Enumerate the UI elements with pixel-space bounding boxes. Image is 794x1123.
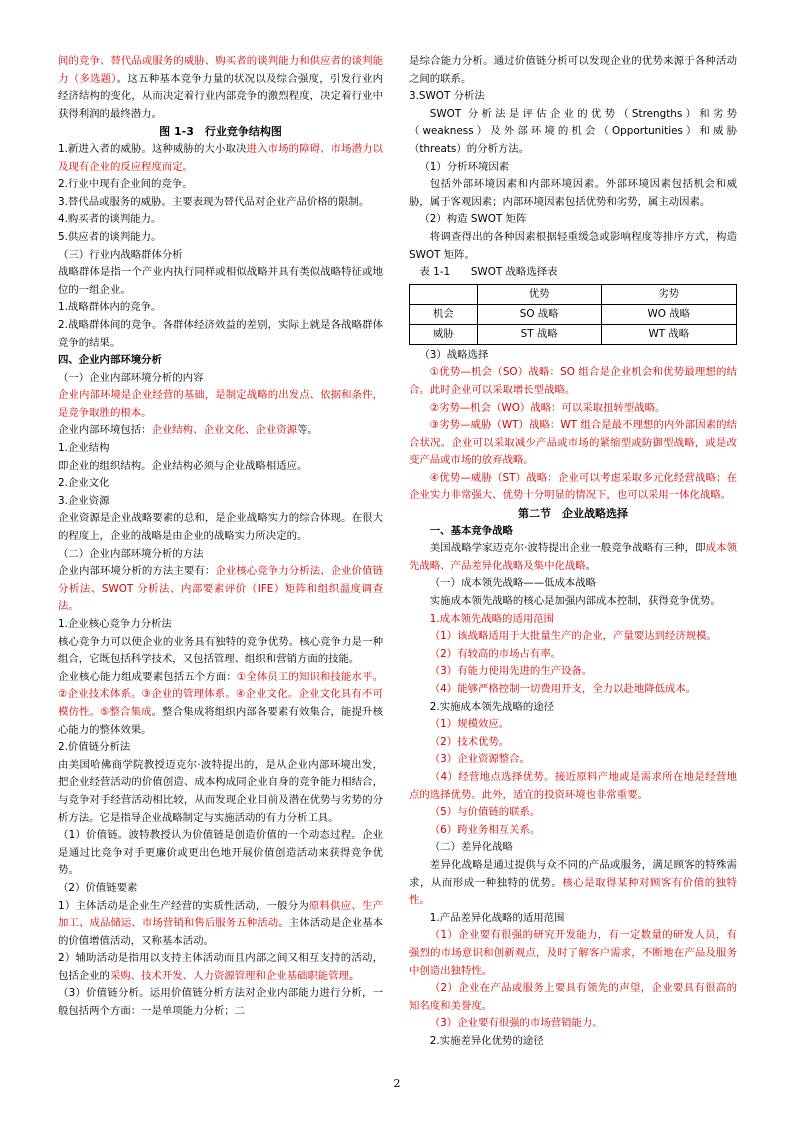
subheading: （2）构造 SWOT 矩阵 <box>419 213 527 226</box>
subheading: 1.产品差异化战略的适用范围 <box>429 911 565 924</box>
list-item: （1）该战略适用于大批量生产的企业，产量要达到经济规模。 <box>429 630 717 643</box>
text-run: 。这五种基本竞争力量的状况以及综合强度，引发行业内经济结构的变化，从而决定着行业内部竞争的激烈程度，决定着行业中获得利润的最终潜力。 <box>58 72 383 120</box>
text-run: 。主体活动是企业基本的价值增值活动，又称基本活动。 <box>58 917 384 947</box>
text-run: 原料供应、生产加工、成品储运、市场营销和售后服务五种活动 <box>58 899 384 930</box>
text-run: 企业结构、企业文化、企业资源 <box>151 424 297 437</box>
paragraph <box>409 857 737 910</box>
table-header-row <box>410 284 737 304</box>
list-item: （1）企业要有很强的研究开发能力，有一定数量的研发人员，有强烈的市场意识和创新观点，及时了解客户需求，不断地在产品及服务中创造出独特性。 <box>409 929 737 977</box>
list-item: （5）与价值链的联系。 <box>429 806 541 819</box>
subheading: （1）分析环境因素 <box>419 160 510 173</box>
swot-table <box>409 284 737 345</box>
subheading: 3.SWOT 分析法 <box>409 90 485 103</box>
text-run: 核心是取得某种对顾客有价值的独特性。 <box>409 876 737 907</box>
paragraph: 将调查得出的各种因素根据轻重缓急或影响程度等排序方式，构造 SWOT 矩阵。 <box>409 230 737 261</box>
paragraph: ①优势—机会（SO）战略：SO 组合是企业机会和优势最理想的结合。此时企业可以采取增长型战略。 <box>409 366 737 396</box>
text-run: ①全体员工的知识和技能水平。②企业技术体系。③企业的管理体系。④企业文化。企业文化具有不可模仿性。⑤整合集成 <box>58 670 383 718</box>
text-run: 等。 <box>296 424 318 437</box>
table-caption: 表 1-1 SWOT 战略选择表 <box>419 266 558 279</box>
table-cell: 优势 <box>477 284 601 304</box>
paragraph <box>58 422 383 440</box>
list-item: （3）企业要有很强的市场营销能力。 <box>429 1017 603 1030</box>
subheading: （一）企业内部环境分析的内容 <box>58 371 204 384</box>
text-run: 差异化战略是通过提供与众不同的产品或服务，满足顾客的特殊需求，从而形成一种独特的优势。 <box>409 858 737 889</box>
paragraph <box>58 669 383 739</box>
table-cell: WO 战略 <box>601 304 736 324</box>
left-column <box>58 53 383 1021</box>
subheading: 2.企业文化 <box>58 477 110 490</box>
text-run: 。 <box>585 559 597 572</box>
subheading: 3.企业资源 <box>58 494 110 507</box>
subheading: （二）企业内部环境分析的方法 <box>58 547 204 560</box>
page-number: 2 <box>393 1077 401 1090</box>
text-run: 成本领先战略、产品差异化战略及集中化战略 <box>409 542 737 572</box>
list-item: （3）企业资源整合。 <box>429 753 530 766</box>
paragraph: 即企业的组织结构。企业结构必须与企业战略相适应。 <box>58 459 308 472</box>
table-cell: ST 战略 <box>477 324 601 344</box>
list-item: （4）经营地点选择优势。接近原料产地或是需求所在地是经营地点的选择优势。此外，适宜的投资环境也非常重要。 <box>409 770 737 801</box>
table-cell <box>410 284 478 304</box>
text-run: 进入市场的障碍、市场潜力以及现有企业的反应程度而定。 <box>58 142 383 173</box>
table-cell: 劣势 <box>601 284 736 304</box>
text-run: 采购、技术开发、人力资源管理和企业基础职能管理 <box>109 969 349 982</box>
paragraph: ④优势—威胁（ST）战略：企业可以考虑采取多元化经营战略；在企业实力非常强大、优势十分明显的情况下，也可以采用一体化战略。 <box>409 471 737 502</box>
paragraph: （3）价值链分析。运用价值链分析方法对企业内部能力进行分析，一般包括两个方面：一是单项能力分析；二 <box>58 987 383 1018</box>
list-item: （2）有较高的市场占有率。 <box>429 647 562 660</box>
table-cell: 机会 <box>410 304 478 324</box>
subheading: 2.实施成本领先战略的途径 <box>429 700 555 713</box>
list-item: 1.战略群体内的竞争。 <box>58 301 162 314</box>
list-item: 2.行业中现有企业间的竞争。 <box>58 178 193 191</box>
list-item: 5.供应者的谈判能力。 <box>58 230 162 243</box>
list-item <box>58 141 383 176</box>
text-run: 企业核心竞争力分析法、企业价值链分析法、SWOT 分析法、内部要素评价（IFE）矩阵和组织温度调查法。 <box>58 565 384 613</box>
right-column <box>409 53 737 1050</box>
list-item: 2.战略群体间的竞争。各群体经济效益的差别，实际上就是各战略群体竞争的结果。 <box>58 318 383 349</box>
text-run: 美国战略学家迈克尔·波特提出企业一般竞争战略有三种，即 <box>429 542 706 555</box>
paragraph: 企业资源是企业战略要素的总和，是企业战略实力的综合体现。在很大的程度上，企业的战略是由企业的战略实力所决定的。 <box>58 512 383 543</box>
paragraph <box>409 540 737 575</box>
paragraph: 实施成本领先战略的核心是加强内部成本控制，获得竞争优势。 <box>429 595 721 608</box>
paragraph: （1）价值链。波特教授认为价值链是创造价值的一个动态过程。企业是通过比竞争对手更廉价或更出色地开展价值创造活动来获得竞争优势。 <box>58 829 383 877</box>
text-run: 企业核心能力组成要素包括五个方面： <box>58 670 237 683</box>
paragraph: 企业内部环境是企业经营的基础，是制定战略的出发点、依据和条件，是竞争取胜的根本。 <box>58 389 383 419</box>
subheading: 2.价值链分析法 <box>58 741 131 754</box>
list-item: （4）能够严格控制一切费用开支，全力以赴地降低成本。 <box>429 683 697 695</box>
paragraph: 核心竞争力可以使企业的业务具有独特的竞争优势。核心竞争力是一种组合，它既包括科学技术，又包括管理、组织和营销方面的技能。 <box>58 635 383 666</box>
section-title: 第二节 企业战略选择 <box>518 507 628 521</box>
paragraph: 包括外部环境因素和内部环境因素。外部环境因素包括机会和威胁，属于客观因素；内部环境因素包括优势和劣势，属主动因素。 <box>409 178 737 208</box>
table-cell: 威胁 <box>410 324 478 344</box>
paragraph: ③劣势—威胁（WT）战略：WT 组合是最不理想的内外部因素的结合状况。企业可以采取减少产品或市场的紧缩型或防御型战略，或是改变产品或市场的放弃战略。 <box>409 419 737 467</box>
list-item: （2）企业在产品或服务上要具有领先的声望，企业要具有很高的知名度和美誉度。 <box>409 982 737 1012</box>
subheading: 2.实施差异化优势的途径 <box>429 1034 544 1047</box>
list-item: （2）技术优势。 <box>429 735 510 748</box>
paragraph <box>58 898 383 951</box>
paragraph <box>58 563 383 616</box>
heading: 四、企业内部环境分析 <box>58 354 162 367</box>
subheading: （一）成本领先战略——低成本战略 <box>429 577 597 590</box>
heading: 一、基本竞争战略 <box>429 524 513 537</box>
text-run: 企业内部环境包括： <box>58 424 152 437</box>
list-item: （1）规模效应。 <box>429 718 510 731</box>
paragraph <box>58 950 383 985</box>
table-row <box>410 304 737 324</box>
table-cell: SO 战略 <box>477 304 601 324</box>
subheading: （3）战略选择 <box>419 348 489 361</box>
paragraph: ②劣势—机会（WO）战略：可以采取扭转型战略。 <box>429 401 666 414</box>
table-cell: WT 战略 <box>601 324 736 344</box>
subheading: （三）行业内战略群体分析 <box>58 248 183 261</box>
subheading: 1.企业结构 <box>58 442 110 455</box>
table-row <box>410 324 737 344</box>
list-item: （6）跨业务相互关系。 <box>429 823 541 836</box>
text-run: 。 <box>348 969 360 982</box>
text-run: 。整合集成将组织内部各要素有效集合，能提升核心能力的整体效果。 <box>58 705 383 736</box>
paragraph: 战略群体是指一个产业内执行同样或相似战略并具有类似战略特征或地位的一组企业。 <box>58 266 383 296</box>
text-run: 2）辅助活动是指用以支持主体活动而且内部之间又相互支持的活动，包括企业的 <box>58 952 383 982</box>
list-item: （3）有能力使用先进的生产设备。 <box>429 665 593 678</box>
figure-title: 图 1-3 行业竞争结构图 <box>159 125 282 139</box>
subheading: 1.企业核心竞争力分析法 <box>58 618 172 630</box>
subheading: 1.成本领先战略的适用范围 <box>429 612 555 625</box>
list-item: 3.替代品或服务的威胁。主要表现为替代品对企业产品价格的限制。 <box>58 195 370 208</box>
subheading: （2）价值链要素 <box>58 881 138 894</box>
text-run: 1.新进入者的威胁。这种威胁的大小取决 <box>58 142 247 155</box>
paragraph: SWOT 分析法是评估企业的优势（Strengths）和劣势（weakness）及外部环境的机会（Opportunities）和威胁（threats）的分析方法。 <box>409 107 737 155</box>
list-item: 4.购买者的谈判能力。 <box>58 213 162 226</box>
text-run: 间的竞争、替代品或服务的威胁、购买者的谈判能力和供应者的谈判能力（多选题） <box>58 55 383 85</box>
text-run: 1）主体活动是企业生产经营的实质性活动，一般分为 <box>58 899 309 912</box>
text-run: 企业内部环境分析的方法主要有： <box>58 565 216 578</box>
paragraph: 是综合能力分析。通过价值链分析可以发现企业的优势来源于各种活动之间的联系。 <box>409 55 737 85</box>
paragraph: 由美国哈佛商学院教授迈克尔·波特提出的，是从企业内部环境出发，把企业经营活动的价值创造、成本构成同企业自身的竞争能力相结合，与竞争对手经营活动相比较，从而发现企业目前及潜在优势与劣势的分析方法。它是指导企业战略制定与实施活动的有力分析工具。 <box>58 758 383 824</box>
intro-paragraph <box>58 53 383 123</box>
subheading: （二）差异化战略 <box>429 841 513 854</box>
